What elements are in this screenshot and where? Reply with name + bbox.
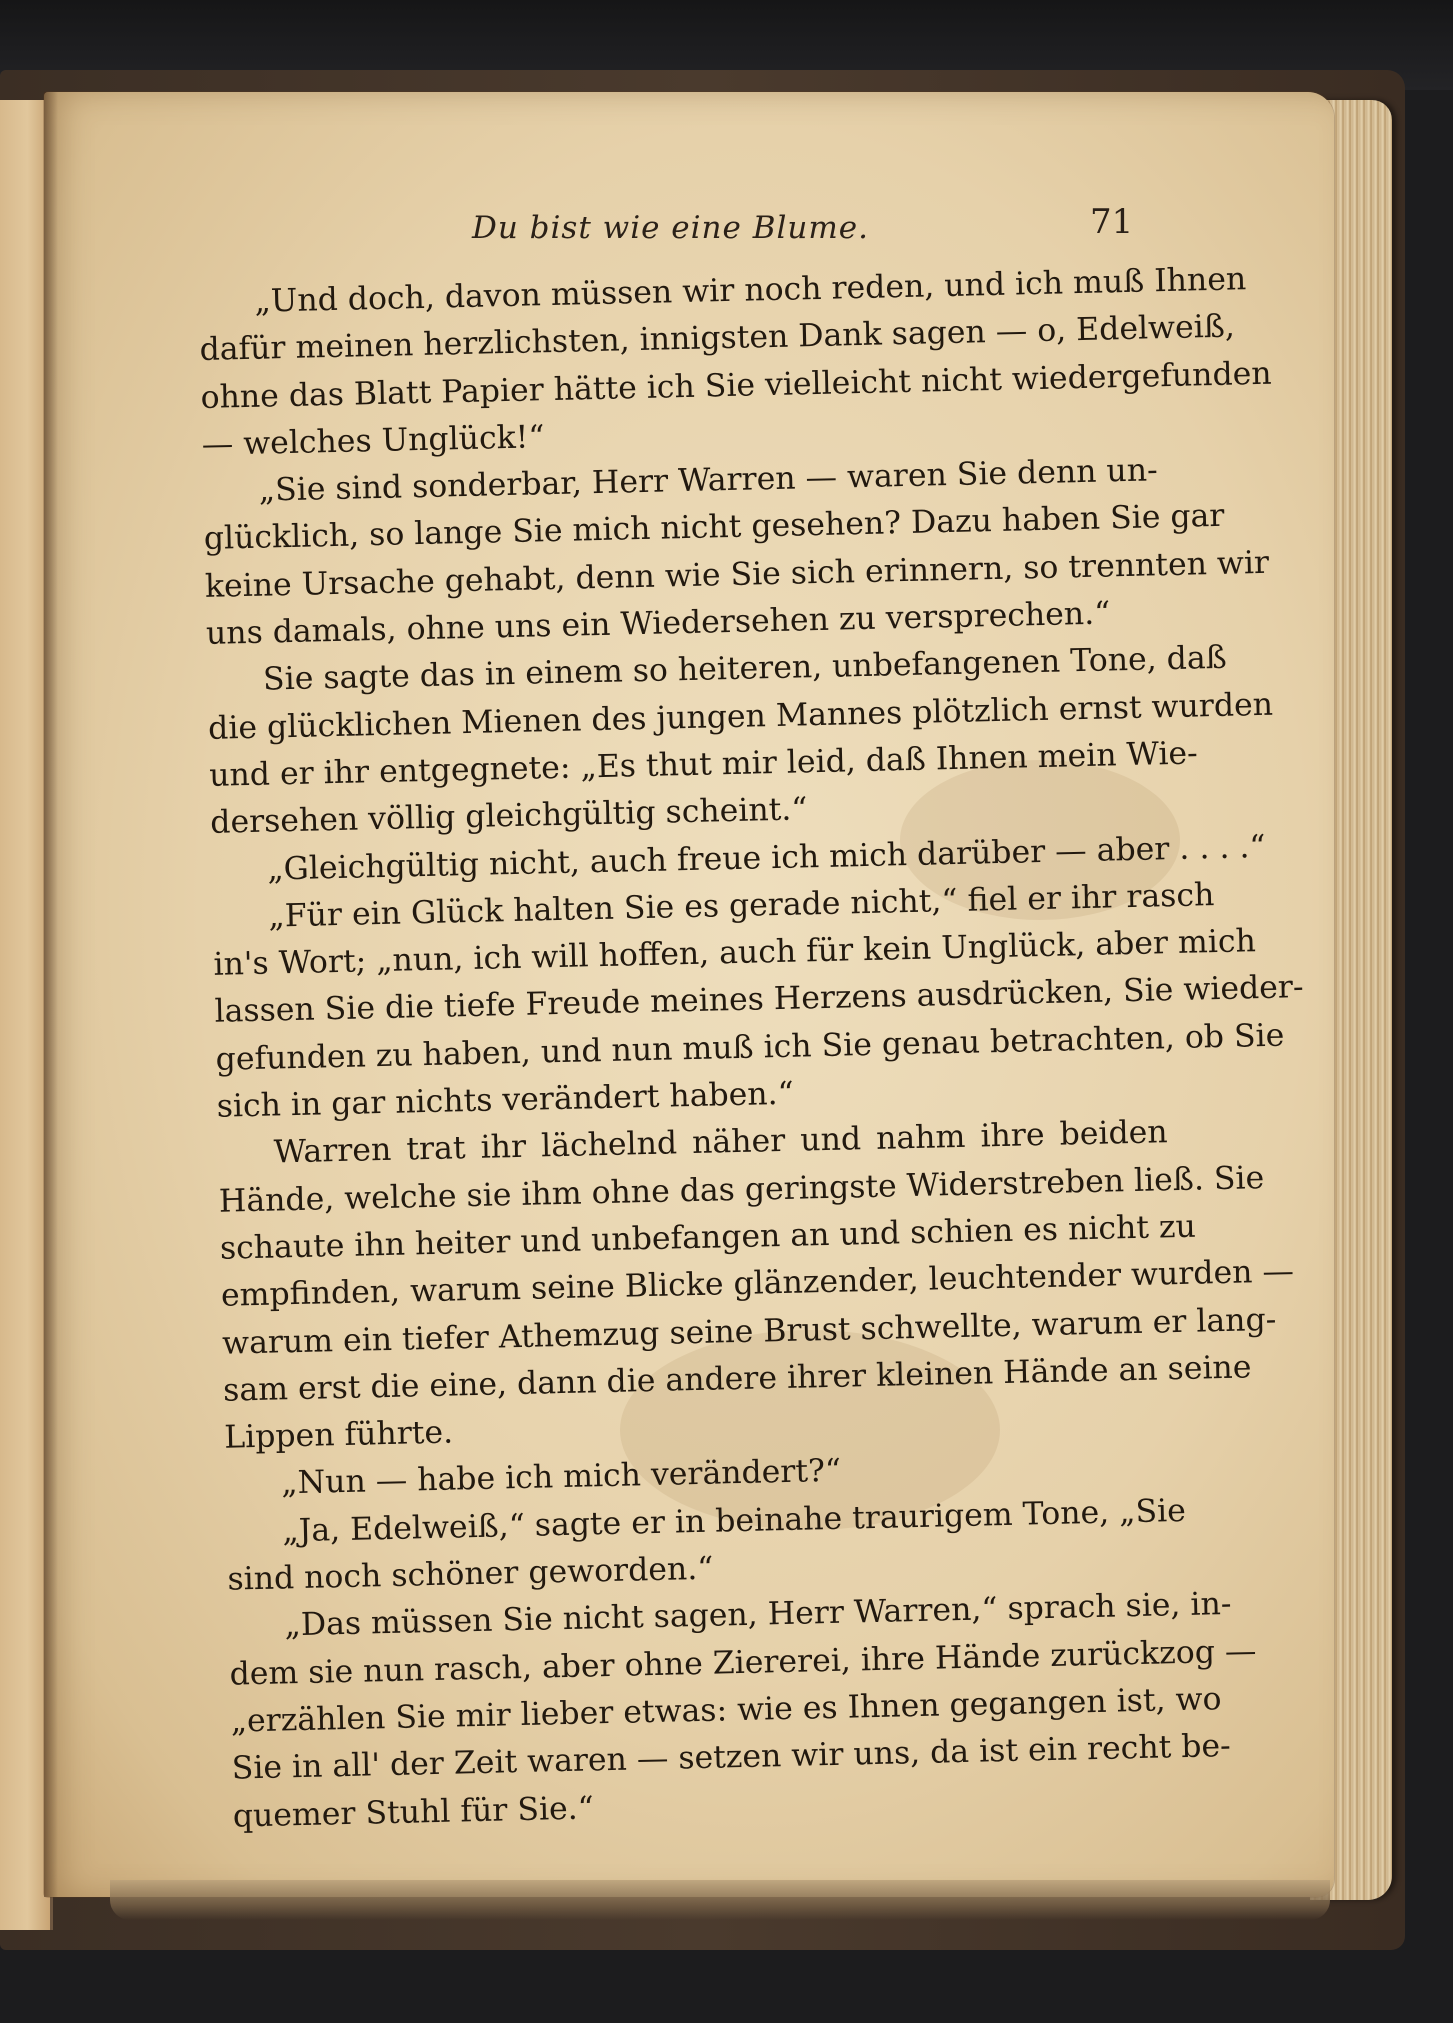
page-number: 71 — [1090, 202, 1134, 242]
text-line: dem sie nun rasch, aber ohne Ziererei, ihre Hände zurückzog — — [229, 1632, 1257, 1693]
text-line: sind noch schöner geworden.“ — [227, 1550, 714, 1598]
text-line: — welches Unglück!“ — [201, 419, 545, 463]
text-line: Warren trat ihr lächelnd näher und nahm ihre beiden — [273, 1114, 1169, 1171]
text-line: schaute ihn heiter und unbefangen an und schien es nicht zu — [219, 1208, 1197, 1267]
text-line: Sie in all' der Zeit waren — setzen wir uns, da ist ein recht be- — [231, 1728, 1232, 1787]
body-text — [198, 258, 1304, 1840]
page-bottom-edge — [110, 1880, 1330, 1920]
text-line: und er ihr entgegnete: „Es thut mir leid, daß Ihnen mein Wie- — [208, 735, 1199, 794]
text-line: gefunden zu haben, und nun muß ich Sie genau betrachten, ob Sie — [215, 1017, 1285, 1078]
text-line: in's Wort; „nun, ich will hoffen, auch für kein Unglück, aber mich — [213, 923, 1257, 983]
text-line: dersehen völlig gleichgültig scheint.“ — [209, 791, 808, 842]
running-title: Du bist wie eine Blume. — [472, 210, 869, 246]
text-line: dafür meinen herzlichsten, innigsten Dank sagen — o, Edelweiß, — [199, 308, 1236, 369]
text-line: „erzählen Sie mir lieber etwas: wie es Ihnen gegangen ist, wo — [230, 1681, 1222, 1740]
text-line: glücklich, so lange Sie mich nicht gesehen? Dazu haben Sie gar — [203, 498, 1225, 558]
text-line: sich in gar nichts verändert haben.“ — [216, 1075, 795, 1125]
text-line: die glücklichen Mienen des jungen Mannes plötzlich ernst wurden — [207, 686, 1274, 747]
text-line: uns damals, ohne uns ein Wiedersehen zu versprechen.“ — [205, 595, 1111, 652]
text-line: keine Ursache gehabt, denn wie Sie sich erinnern, so trennten wir — [204, 544, 1270, 605]
text-line: „Gleichgültig nicht, auch freue ich mich darüber — aber . . . .“ — [266, 828, 1266, 888]
text-line: „Für ein Glück halten Sie es gerade nicht,“ fiel er ihr rasch — [268, 876, 1215, 935]
text-line: Lippen führte. — [223, 1414, 454, 1456]
text-line: lassen Sie die tiefe Freude meines Herzens ausdrücken, Sie wieder- — [214, 969, 1304, 1031]
text-line: „Sie sind sonderbar, Herr Warren — waren Sie denn un- — [258, 452, 1159, 509]
text-line: Sie sagte das in einem so heiteren, unbefangenen Tone, daß — [262, 640, 1228, 698]
text-line: sam erst die eine, dann die andere ihrer kleinen Hände an seine — [222, 1349, 1252, 1409]
text-line: quemer Stuhl für Sie.“ — [232, 1789, 595, 1835]
text-line: empfinden, warum seine Blicke glänzender, leuchtender wurden — — [220, 1253, 1295, 1314]
text-line: „Das müssen Sie nicht sagen, Herr Warren,“ sprach sie, in- — [284, 1586, 1232, 1644]
page-gutter-shadow — [44, 92, 58, 1897]
text-line: warum ein tiefer Athemzug seine Brust schwellte, warum er lang- — [221, 1301, 1277, 1362]
text-line: „Und doch, davon müssen wir noch reden, und ich muß Ihnen — [254, 261, 1247, 320]
text-line: ohne das Blatt Papier hätte ich Sie vielleicht nicht wiedergefunden — [200, 355, 1272, 416]
text-line: „Ja, Edelweiß,“ sagte er in beinahe traurigem Tone, „Sie — [281, 1492, 1187, 1550]
text-line: Hände, welche sie ihm ohne das geringste Widerstreben ließ. Sie — [218, 1159, 1265, 1220]
text-line: „Nun — habe ich mich verändert?“ — [280, 1453, 842, 1502]
